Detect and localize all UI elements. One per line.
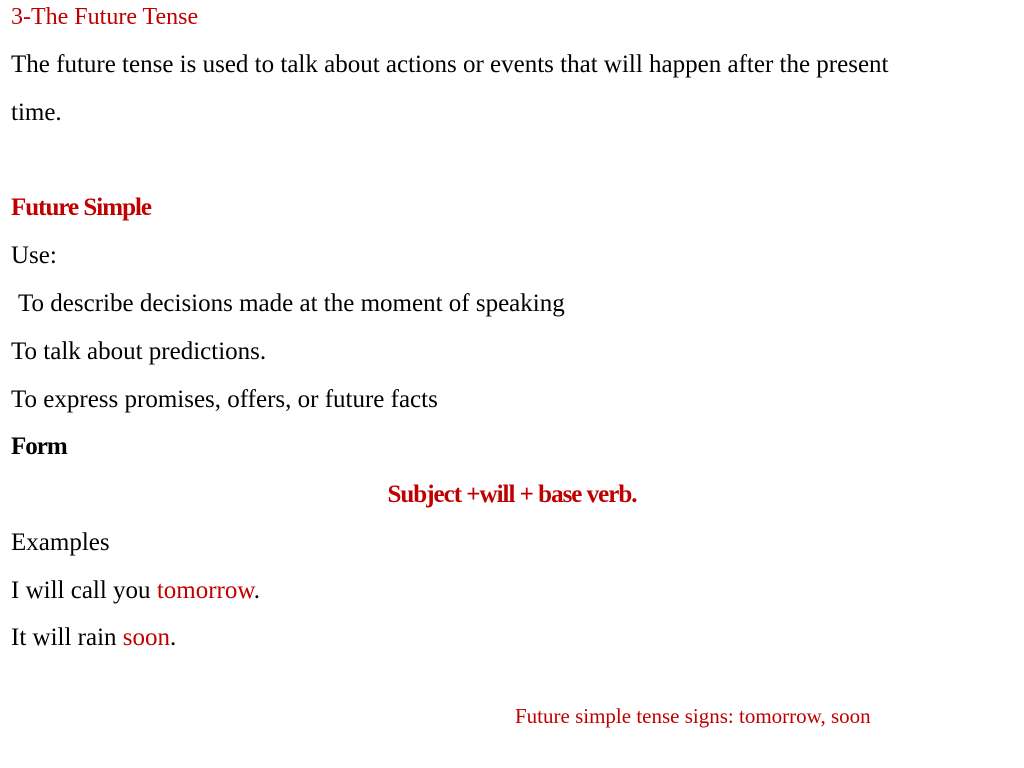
example-sentence-1: [11, 575, 260, 607]
intro-text-line-2: time.: [11, 99, 62, 126]
example-sentence-2: [11, 622, 176, 654]
use-label: Use:: [11, 242, 57, 269]
future-simple-heading: Future Simple: [11, 194, 152, 221]
use-item-promises: To express promises, offers, or future facts: [11, 386, 438, 413]
time-signal-word: tomorrow: [156, 577, 254, 604]
examples-label: Examples: [11, 529, 110, 556]
use-item-predictions: To talk about predictions.: [11, 338, 267, 365]
example-punctuation: .: [253, 577, 261, 604]
tense-signs-note: Future simple tense signs: tomorrow, soon: [515, 704, 871, 728]
example-punctuation: .: [170, 624, 177, 651]
section-title: 3-The Future Tense: [11, 4, 199, 30]
example-text: It will rain: [11, 624, 123, 651]
form-heading: Form: [11, 433, 67, 460]
use-item-decisions: To describe decisions made at the moment of speaking: [18, 290, 565, 317]
time-signal-word: soon: [122, 624, 171, 651]
intro-text-line-1: The future tense is used to talk about actions or events that will happen after the present: [11, 51, 889, 78]
form-formula: Subject +will + base verb.: [387, 481, 637, 508]
example-text: I will call you: [11, 577, 157, 604]
